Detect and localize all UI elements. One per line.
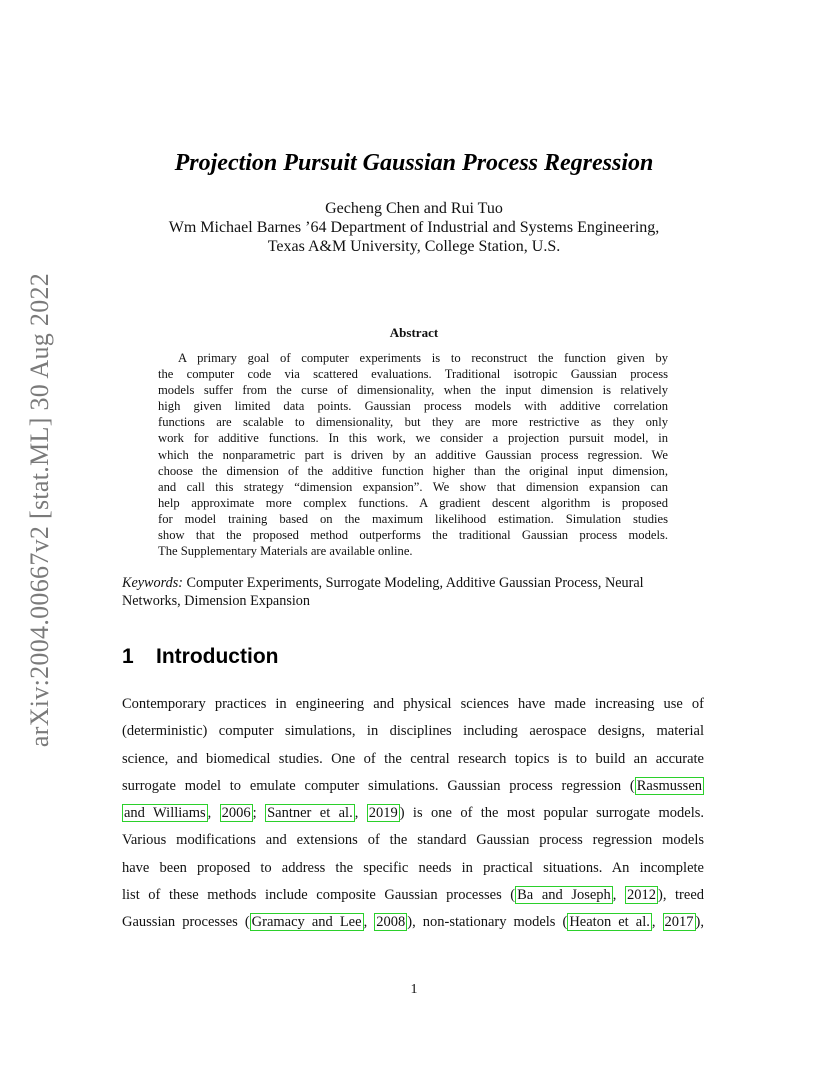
- arxiv-id: arXiv:2004.00667v2 [stat.ML] 30 Aug 2022: [25, 272, 54, 748]
- citation-link[interactable]: Rasmussen: [636, 777, 702, 794]
- abstract-line: which the nonparametric part is driven by an additive Gaussian process regression. We: [158, 447, 668, 462]
- paper-title: Projection Pursuit Gaussian Process Regression: [174, 150, 654, 176]
- abstract-line: The Supplementary Materials are available online.: [158, 544, 413, 559]
- section-number: 1: [122, 645, 134, 668]
- citation-link[interactable]: 2012: [627, 887, 656, 904]
- body-text-run: Gaussian processes (: [122, 914, 250, 931]
- body-text-run: list of these methods include composite Gaussian processes (: [122, 887, 516, 904]
- abstract-body: [158, 350, 668, 559]
- abstract-line: help approximate more complex functions. A gradient descent algorithm is proposed: [158, 495, 668, 510]
- body-line: [122, 776, 704, 803]
- authors: Gecheng Chen and Rui Tuo: [325, 200, 503, 217]
- abstract-line: models suffer from the curse of dimensionality, when the input dimension is relatively: [158, 383, 668, 398]
- body-text-run: ,: [207, 805, 220, 822]
- body-line: [122, 912, 704, 939]
- abstract-line: functions are scalable to dimensionality, but they are more restrictive as they only: [158, 415, 668, 430]
- body-text-run: ,: [354, 805, 367, 822]
- abstract-heading: Abstract: [389, 325, 439, 340]
- citation-link[interactable]: Gramacy and Lee: [251, 914, 362, 931]
- body-line: Various modifications and extensions of the standard Gaussian process regression models: [122, 832, 704, 849]
- citation-link[interactable]: Ba and Joseph: [517, 887, 611, 904]
- body-text-run: ,: [363, 914, 375, 931]
- keywords: [122, 574, 704, 610]
- abstract-line: choose the dimension of the additive function higher than the original input dimension,: [158, 463, 668, 478]
- citation-link[interactable]: 2019: [368, 805, 398, 822]
- body-text-run: ), treed: [658, 887, 705, 904]
- body-line: [122, 885, 704, 912]
- body-line: science, and biomedical studies. One of the central research topics is to build an accurate: [122, 750, 704, 767]
- abstract-line: A primary goal of computer experiments is to reconstruct the function given by: [178, 351, 668, 365]
- section-heading: [122, 645, 278, 669]
- affiliation-line-2: Texas A&M University, College Station, U.S.: [267, 238, 561, 255]
- abstract-line: for model training based on the maximum likelihood estimation. Simulation studies: [158, 511, 668, 526]
- citation-link[interactable]: Heaton et al.: [569, 914, 650, 931]
- body-line: [122, 803, 704, 830]
- body-text-run: ;: [252, 805, 266, 822]
- abstract-line: work for additive functions. In this work, we consider a projection pursuit model, in: [158, 431, 668, 446]
- affiliation-line-1: Wm Michael Barnes ’64 Department of Industrial and Systems Engineering,: [168, 219, 660, 236]
- citation-link[interactable]: and Williams: [124, 805, 206, 822]
- body-text-run: ), non-stationary models (: [407, 914, 568, 931]
- body-line: (deterministic) computer simulations, in disciplines including aerospace designs, material: [122, 723, 704, 740]
- arxiv-sidebar-stamp: [23, 272, 57, 748]
- body-text: [122, 694, 704, 940]
- section-title: Introduction: [156, 645, 279, 668]
- citation-link[interactable]: Santner et al.: [267, 805, 353, 822]
- abstract-line: the computer code via scattered evaluations. Traditional isotropic Gaussian process: [158, 367, 668, 382]
- body-line: Contemporary practices in engineering and physical sciences have made increasing use of: [122, 696, 704, 712]
- body-text-run: ,: [612, 887, 625, 904]
- page-number: 1: [410, 982, 418, 997]
- keywords-text: Computer Experiments, Surrogate Modeling, Additive Gaussian Process, Neural Networks, Dimension Expansion: [122, 575, 644, 609]
- citation-link[interactable]: 2017: [664, 914, 694, 931]
- citation-link[interactable]: 2006: [221, 805, 251, 822]
- keywords-label: Keywords:: [122, 575, 183, 591]
- author-block: [0, 199, 828, 256]
- abstract-line: and call this strategy “dimension expansion”. We show that dimension expansion can: [158, 479, 668, 494]
- citation-link[interactable]: 2008: [376, 914, 406, 931]
- body-text-run: ) is one of the most popular surrogate models.: [399, 805, 704, 822]
- body-line: have been proposed to address the specific needs in practical situations. An incomplete: [122, 859, 704, 876]
- abstract-line: show that the proposed method outperforms the traditional Gaussian process models.: [158, 528, 668, 543]
- body-text-run: ),: [695, 914, 705, 931]
- body-text-run: ,: [651, 914, 663, 931]
- abstract-line: high given limited data points. Gaussian process models with additive correlation: [158, 399, 668, 414]
- body-text-run: surrogate model to emulate computer simulations. Gaussian process regression (: [122, 777, 635, 794]
